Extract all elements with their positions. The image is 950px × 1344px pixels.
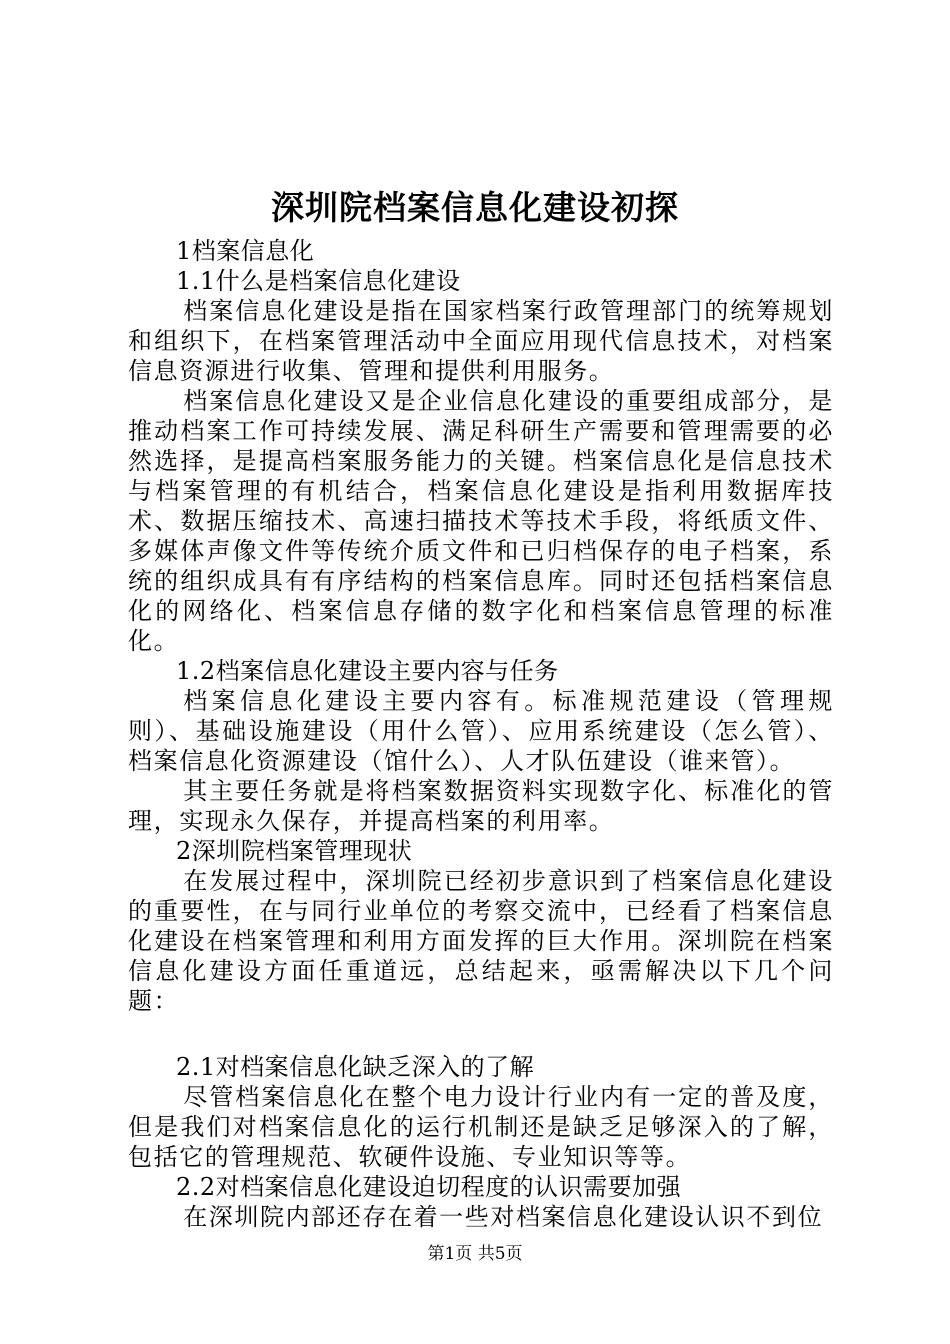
body-paragraph: 在发展过程中，深圳院已经初步意识到了档案信息化建设的重要性，在与同行业单位的考察交流中，已经看了档案信息化建设在档案管理和利用方面发挥的巨大作用。深圳院在档案信息化建设方面任重道远，总结起来，亟需解决以下几个问题： bbox=[128, 867, 834, 1015]
paragraph-spacer bbox=[128, 1016, 834, 1052]
subsection-heading: 1.2档案信息化建设主要内容与任务 bbox=[176, 657, 559, 685]
page-footer: 第1页 共5页 bbox=[427, 1244, 523, 1264]
body-paragraph: 尽管档案信息化在整个电力设计行业内有一定的普及度，但是我们对档案信息化的运行机制还是缺乏足够深入的了解，包括它的管理规范、软硬件设施、专业知识等等。 bbox=[128, 1083, 834, 1171]
subsection-heading: 2.2对档案信息化建设迫切程度的认识需要加强 bbox=[176, 1173, 682, 1201]
document-title: 深圳院档案信息化建设初探 bbox=[271, 188, 679, 227]
body-paragraph: 档案信息化建设主要内容有。标准规范建设（管理规则）、基础设施建设（用什么管）、应用系统建设（怎么管）、档案信息化资源建设（馆什么）、人才队伍建设（谁来管）。 bbox=[128, 687, 834, 775]
body-paragraph: 档案信息化建设又是企业信息化建设的重要组成部分，是推动档案工作可持续发展、满足科研生产需要和管理需要的必然选择，是提高档案服务能力的关键。档案信息化是信息技术与档案管理的有机结合，档案信息化建设是指利用数据库技术、数据压缩技术、高速扫描技术等技术手段，将纸质文件、多媒体声像文件等传统介质文件和已归档保存的电子档案，系统的组织成具有有序结构的档案信息库。同时还包括档案信息化的网络化、档案信息存储的数字化和档案信息管理的标准化。 bbox=[128, 387, 834, 655]
subsection-heading: 2.1对档案信息化缺乏深入的了解 bbox=[176, 1053, 535, 1081]
body-paragraph: 其主要任务就是将档案数据资料实现数字化、标准化的管理，实现永久保存，并提高档案的利用率。 bbox=[128, 777, 834, 835]
body-paragraph: 在深圳院内部还存在着一些对档案信息化建设认识不到位 bbox=[183, 1203, 824, 1231]
body-paragraph: 档案信息化建设是指在国家档案行政管理部门的统筹规划和组织下，在档案管理活动中全面应用现代信息技术，对档案信息资源进行收集、管理和提供利用服务。 bbox=[128, 297, 834, 385]
subsection-heading: 1.1什么是档案信息化建设 bbox=[176, 267, 461, 295]
document-body bbox=[128, 236, 834, 1232]
section-heading: 2深圳院档案管理现状 bbox=[176, 837, 413, 865]
section-heading: 1档案信息化 bbox=[176, 237, 315, 265]
